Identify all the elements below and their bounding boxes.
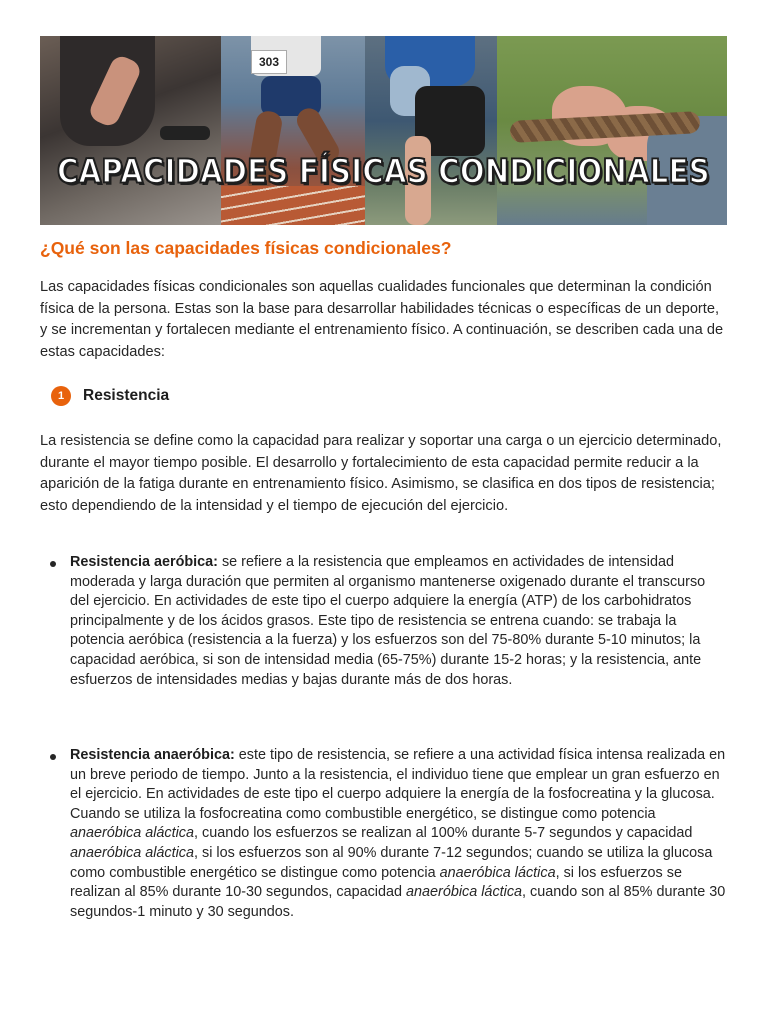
section-title: Resistencia	[83, 387, 170, 404]
bullet-text: , cuando son al 85% durante 30 segundos-1 minuto y 30 segundos.	[70, 884, 726, 920]
intro-paragraph: Las capacidades físicas condicionales son aquellas cualidades funcionales que determinan la condición física de la persona. Estas son la base para desarrollar habilidades técnicas o específicas de un deporte, y se incrementan y fortalecen mediante el entrenamiento físico. A continuación, se describen cada una de estas capacidades:	[40, 279, 724, 360]
section-description: La resistencia se define como la capacidad para realizar y soportar una carga o un ejercicio determinado, durante el mayor tiempo posible. El desarrollo y fortalecimiento de esta capacidad permite reducir a la aparición de la fatiga durante en entrenamiento físico. Asimismo, se clasifica en dos tipos de resistencia; esto dependiendo de la intensidad y el tiempo de ejecución del ejercicio.	[40, 433, 722, 514]
bib-number: 303	[258, 55, 280, 69]
section-header-resistencia	[51, 386, 169, 406]
runner-photo	[221, 36, 365, 225]
bullet-text: , si los esfuerzos se realizan al 85% durante 10-30 segundos, capacidad	[70, 864, 682, 901]
bullet-text: este tipo de resistencia, se refiere a una actividad física intensa realizada en un breve periodo de tiempo. Junto a la resistencia, el individuo tiene que emplear un gran esfuerzo en el ejercicio. En actividades de este tipo el cuerpo adquiere la energía de la fosfocreatina y la glucosa. Cuando se utiliza la fosfocreatina como combustible energético, se distingue como potencia	[70, 747, 726, 822]
banner-title: CAPACIDADES FÍSICAS CONDICIONALES	[57, 151, 710, 191]
cyclist-photo	[40, 36, 221, 225]
bullet-text: se refiere a la resistencia que empleamos en actividades de intensidad moderada y larga duración que permiten al organismo mantenerse oxigenado durante el transcurso del ejercicio. En actividades de este tipo el cuerpo adquiere la energía (ATP) de los carbohidratos principalmente y de los ácidos grasos. Este tipo de resistencia se entrena cuando: se trabaja la potencia aeróbica (resistencia a la fuerza) y los esfuerzos son del 75-80% durante 5-10 minutos; la capacidad aeróbica, si son de intensidad media (65-75%) durante 15-2 horas; y la resistencia, ante esfuerzos de intensidades medias y bajas durante más de dos horas.	[70, 554, 706, 688]
page-heading: ¿Qué son las capacidades físicas condicionales?	[40, 238, 452, 258]
section-number-badge: 1	[51, 386, 71, 406]
race-bib	[251, 50, 287, 74]
bullet-label: Resistencia anaeróbica:	[70, 747, 235, 763]
bullet-dot	[50, 754, 56, 760]
italic-term: anaeróbica aláctica	[70, 844, 194, 861]
bullet-text: , si los esfuerzos son al 90% durante 7-12 segundos; cuando se utiliza la glucosa como combustible energético se distingue como potencia	[70, 844, 713, 881]
italic-term: anaeróbica aláctica	[70, 825, 194, 842]
list-item-anaerobic	[70, 746, 728, 922]
bullet-text: , cuando los esfuerzos se realizan al 100% durante 5-7 segundos y capacidad	[194, 825, 693, 842]
bullet-dot	[50, 561, 56, 567]
italic-term: anaeróbica láctica	[439, 864, 556, 881]
stretching-photo	[365, 36, 497, 225]
bullet-label: Resistencia aeróbica:	[70, 554, 218, 570]
header-banner-image	[40, 36, 727, 225]
italic-term: anaeróbica láctica	[406, 884, 523, 901]
list-item-aerobic	[70, 553, 728, 690]
